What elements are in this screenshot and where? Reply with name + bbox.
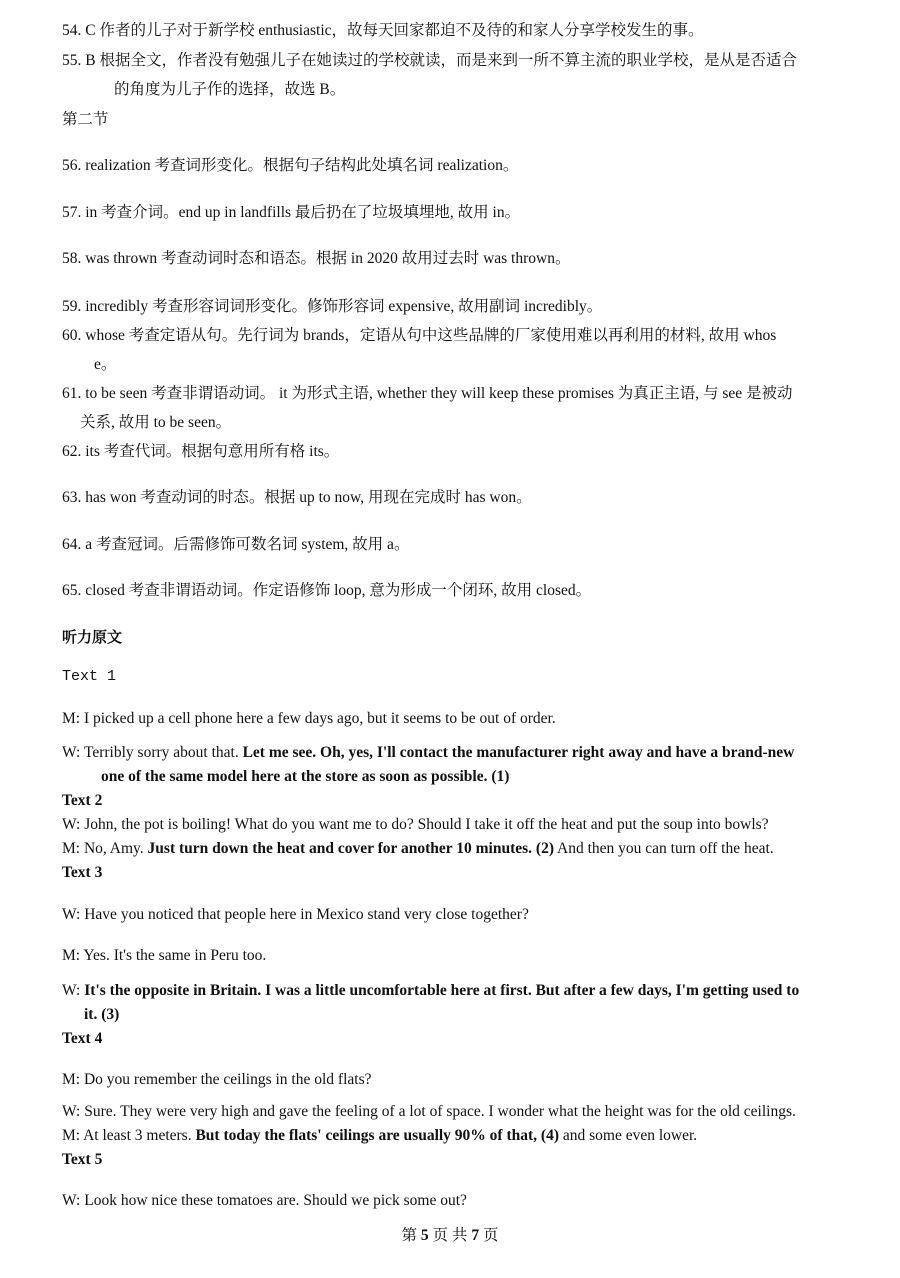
text2-man-plain-a: M: No, Amy.	[62, 840, 148, 857]
text3-woman2-line2: it. (3)	[84, 1006, 120, 1023]
answer-65: 65. closed 考查非谓语动词。作定语修饰 loop, 意为形成一个闭环, 故用 closed。	[62, 582, 592, 599]
answer-62: 62. its 考查代词。根据句意用所有格 its。	[62, 443, 340, 460]
text4-woman: W: Sure. They were very high and gave the feeling of a lot of space. I wonder what the height was for the old ceilings.	[62, 1103, 796, 1120]
answer-63: 63. has won 考查动词的时态。根据 up to now, 用现在完成时 has won。	[62, 489, 532, 506]
answer-55-line1: 55. B 根据全文，作者没有勉强儿子在她读过的学校就读，而是来到一所不算主流的职业学校，是从是否适合	[62, 52, 797, 69]
answer-61-line1: 61. to be seen 考查非谓语动词。 it 为形式主语, whether they will keep these promises 为真正主语, 与 see 是被动	[62, 385, 793, 402]
text3-man: M: Yes. It's the same in Peru too.	[62, 947, 267, 964]
answer-59: 59. incredibly 考查形容词词形变化。修饰形容词 expensive, 故用副词 incredibly。	[62, 298, 603, 315]
text1-man: M: I picked up a cell phone here a few days ago, but it seems to be out of order.	[62, 710, 556, 727]
text2-man	[62, 837, 866, 861]
footer-total-pages: 7	[471, 1227, 480, 1244]
text2-woman: W: John, the pot is boiling! What do you want me to do? Should I take it off the heat and put the soup into bowls?	[62, 816, 769, 833]
section-heading: 第二节	[62, 111, 109, 128]
text2-title: Text 2	[62, 792, 103, 809]
answer-64: 64. a 考查冠词。后需修饰可数名词 system, 故用 a。	[62, 536, 410, 553]
text3-woman2-plain: W:	[62, 982, 85, 999]
text5-woman: W: Look how nice these tomatoes are. Should we pick some out?	[62, 1192, 467, 1209]
text4-man2-plain-a: M: At least 3 meters.	[62, 1127, 196, 1144]
text1-title: Text 1	[62, 668, 117, 685]
page-footer	[0, 1224, 900, 1248]
footer-middle: 页 共	[428, 1227, 472, 1244]
text4-man2	[62, 1124, 866, 1148]
text2-man-plain-b: And then you can turn off the heat.	[554, 840, 774, 857]
text1-woman-answer: Let me see. Oh, yes, I'll contact the manufacturer right away and have a brand-new	[242, 744, 795, 761]
listening-heading: 听力原文	[62, 628, 123, 646]
answer-60-line2: e。	[94, 356, 117, 373]
text4-man: M: Do you remember the ceilings in the old flats?	[62, 1071, 372, 1088]
answer-55-line2: 的角度为儿子作的选择，故选 B。	[114, 81, 346, 98]
text4-man2-answer: But today the flats' ceilings are usually 90% of that, (4)	[195, 1127, 559, 1144]
footer-page-number: 5	[420, 1227, 429, 1244]
text1-woman-line1	[62, 741, 866, 765]
text5-title: Text 5	[62, 1151, 103, 1168]
text3-woman2-answer: It's the opposite in Britain. I was a little uncomfortable here at first. But after a few days, I'm getting used to	[84, 982, 800, 999]
text2-man-answer: Just turn down the heat and cover for another 10 minutes. (2)	[147, 840, 554, 857]
answer-54: 54. C 作者的儿子对于新学校 enthusiastic，故每天回家都迫不及待的和家人分享学校发生的事。	[62, 22, 704, 39]
text3-woman: W: Have you noticed that people here in Mexico stand very close together?	[62, 906, 529, 923]
footer-prefix: 第	[401, 1227, 421, 1244]
answer-60-line1: 60. whose 考查定语从句。先行词为 brands，定语从句中这些品牌的厂家使用难以再利用的材料, 故用 whos	[62, 327, 777, 344]
text1-woman-line2: one of the same model here at the store as soon as possible. (1)	[101, 768, 510, 785]
answer-56: 56. realization 考查词形变化。根据句子结构此处填名词 realization。	[62, 157, 519, 174]
footer-suffix: 页	[479, 1227, 499, 1244]
text1-woman-plain: W: Terribly sorry about that.	[62, 744, 243, 761]
text3-woman2-line1	[62, 979, 866, 1003]
answer-57: 57. in 考查介词。end up in landfills 最后扔在了垃圾填埋地, 故用 in。	[62, 204, 521, 221]
text4-title: Text 4	[62, 1030, 103, 1047]
answer-58: 58. was thrown 考查动词时态和语态。根据 in 2020 故用过去时 was thrown。	[62, 250, 571, 267]
answer-61-line2: 关系, 故用 to be seen。	[80, 414, 232, 431]
text3-title: Text 3	[62, 864, 103, 881]
text4-man2-plain-b: and some even lower.	[558, 1127, 698, 1144]
